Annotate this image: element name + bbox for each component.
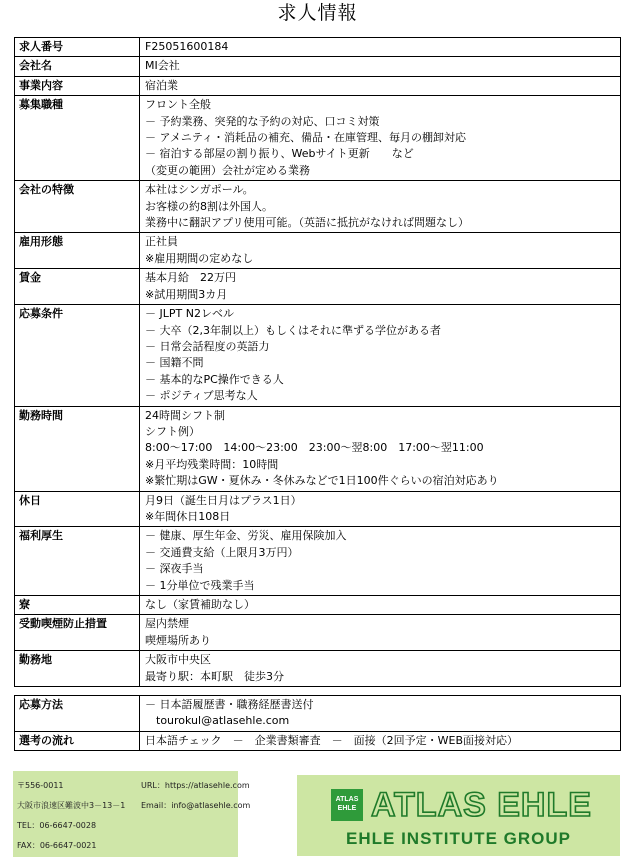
value-line: 日本語チェック － 企業書類審査 － 面接（2回予定・WEB面接対応） <box>145 733 519 747</box>
row-label: 募集職種 <box>15 96 140 181</box>
postal-code: 〒556-0011 <box>17 781 64 790</box>
row-value <box>140 731 621 750</box>
value-line: なし（家賃補助なし） <box>145 598 255 611</box>
row-value <box>140 305 621 406</box>
row-value <box>140 491 621 527</box>
row-value <box>140 696 621 732</box>
value-line: ※年間休日108日 <box>145 509 231 523</box>
row-label: 福利厚生 <box>15 527 140 596</box>
group-name: EHLE INSTITUTE GROUP <box>346 829 571 848</box>
value-line: ※繁忙期はGW・夏休み・冬休みなどで1日100件ぐらいの宿泊対応あり <box>145 474 499 488</box>
row-label: 勤務地 <box>15 651 140 687</box>
row-value <box>140 615 621 651</box>
table-row <box>15 76 621 95</box>
table-row <box>15 57 621 76</box>
value-line: tourokul@atlasehle.com <box>145 714 290 728</box>
badge-top-text: ATLAS <box>335 796 359 803</box>
value-line: 屋内禁煙 <box>145 617 189 631</box>
row-label: 会社の特徴 <box>15 181 140 233</box>
value-line: シフト例） <box>145 424 200 438</box>
value-line: － アメニティ・消耗品の補充、備品・在庫管理、毎月の棚卸対応 <box>145 131 466 145</box>
table-row <box>15 233 621 269</box>
row-label: 受動喫煙防止措置 <box>15 615 140 651</box>
value-line: ※雇用期間の定めなし <box>145 251 254 265</box>
value-line: － 宿泊する部屋の割り振り、Webサイト更新 など <box>145 147 414 161</box>
logo-badge-icon <box>331 789 363 821</box>
value-line: ※月平均残業時間：10時間 <box>145 457 279 471</box>
value-line: 本社はシンガポール。 <box>145 183 254 197</box>
row-label: 雇用形態 <box>15 233 140 269</box>
row-value <box>140 596 621 615</box>
value-line: － 交通費支給（上限月3万円） <box>145 545 299 559</box>
value-line: フロント全般 <box>145 98 211 112</box>
row-label: 事業内容 <box>15 76 140 95</box>
table-row <box>15 651 621 687</box>
job-info-table <box>14 37 621 687</box>
row-value <box>140 57 621 76</box>
table-row <box>15 596 621 615</box>
value-line: MI会社 <box>145 59 180 73</box>
row-label: 勤務時間 <box>15 406 140 491</box>
table-row <box>15 181 621 233</box>
contact-info-panel <box>13 771 251 857</box>
row-label: 応募方法 <box>15 696 140 732</box>
value-line: － 基本的なPC操作できる人 <box>145 372 284 386</box>
table-row <box>15 731 621 750</box>
table-row <box>15 527 621 596</box>
value-line: お客様の約8割は外国人。 <box>145 199 273 213</box>
brand-name: ATLAS EHLE <box>371 786 592 824</box>
value-line: － 日常会話程度の英語力 <box>145 339 270 353</box>
page-title: 求人情報 <box>277 2 358 24</box>
row-label: 求人番号 <box>15 38 140 57</box>
value-line: 最寄り駅：本町駅 徒歩3分 <box>145 669 284 683</box>
row-value <box>140 269 621 305</box>
value-line: F25051600184 <box>145 40 229 53</box>
value-line: 宿泊業 <box>145 78 178 92</box>
table-row <box>15 305 621 406</box>
badge-bottom-text: EHLE <box>337 805 357 812</box>
row-value <box>140 406 621 491</box>
row-label: 応募条件 <box>15 305 140 406</box>
company-logo <box>297 775 620 856</box>
table-row <box>15 696 621 732</box>
row-label: 寮 <box>15 596 140 615</box>
value-line: － 大卒（2,3年制以上）もしくはそれに準ずる学位がある者 <box>145 323 441 337</box>
value-line: － JLPT N2レベル <box>145 307 234 321</box>
row-label: 賃金 <box>15 269 140 305</box>
row-value <box>140 233 621 269</box>
contact-email[interactable]: Email：info@atlasehle.com <box>141 801 251 810</box>
value-line: 8:00～17:00 14:00～23:00 23:00～翌8:00 17:00～翌11:00 <box>145 441 484 455</box>
row-value <box>140 96 621 181</box>
telephone: TEL：06-6647-0028 <box>17 821 97 830</box>
row-value <box>140 181 621 233</box>
row-value <box>140 651 621 687</box>
table-row <box>15 615 621 651</box>
table-row <box>15 491 621 527</box>
value-line: （変更の範囲）会社が定める業務 <box>145 163 310 177</box>
address: 大阪市浪速区難波中3－13－1 <box>17 801 126 810</box>
value-line: － 国籍不問 <box>145 356 204 370</box>
fax: FAX：06-6647-0021 <box>17 841 97 850</box>
value-line: 業務中に翻訳アプリ使用可能。（英語に抵抗がなければ問題なし） <box>145 216 470 230</box>
value-line: － 健康、厚生年金、労災、雇用保険加入 <box>145 529 347 543</box>
value-line: ※試用期間3カ月 <box>145 287 228 301</box>
table-row <box>15 269 621 305</box>
table-row <box>15 38 621 57</box>
value-line: 24時間シフト制 <box>145 408 225 422</box>
row-label: 会社名 <box>15 57 140 76</box>
row-value <box>140 38 621 57</box>
value-line: － 1分単位で残業手当 <box>145 578 255 592</box>
website-url[interactable]: URL：https://atlasehle.com <box>141 781 250 790</box>
row-label: 選考の流れ <box>15 731 140 750</box>
application-table <box>14 695 621 751</box>
value-line: 月9日（誕生日月はプラス1日） <box>145 493 302 507</box>
row-value <box>140 76 621 95</box>
value-line: 大阪市中央区 <box>145 653 211 667</box>
value-line: 基本月給 22万円 <box>145 271 236 285</box>
table-row <box>15 96 621 181</box>
value-line: － 日本語履歴書・職務経歴書送付 <box>145 698 314 711</box>
value-line: － ポジティブ思考な人 <box>145 389 258 403</box>
value-line: － 予約業務、突発的な予約の対応、口コミ対策 <box>145 114 380 128</box>
value-line: － 深夜手当 <box>145 562 204 576</box>
row-label: 休日 <box>15 491 140 527</box>
row-value <box>140 527 621 596</box>
value-line: 正社員 <box>145 235 178 249</box>
value-line: 喫煙場所あり <box>145 633 211 647</box>
table-row <box>15 406 621 491</box>
